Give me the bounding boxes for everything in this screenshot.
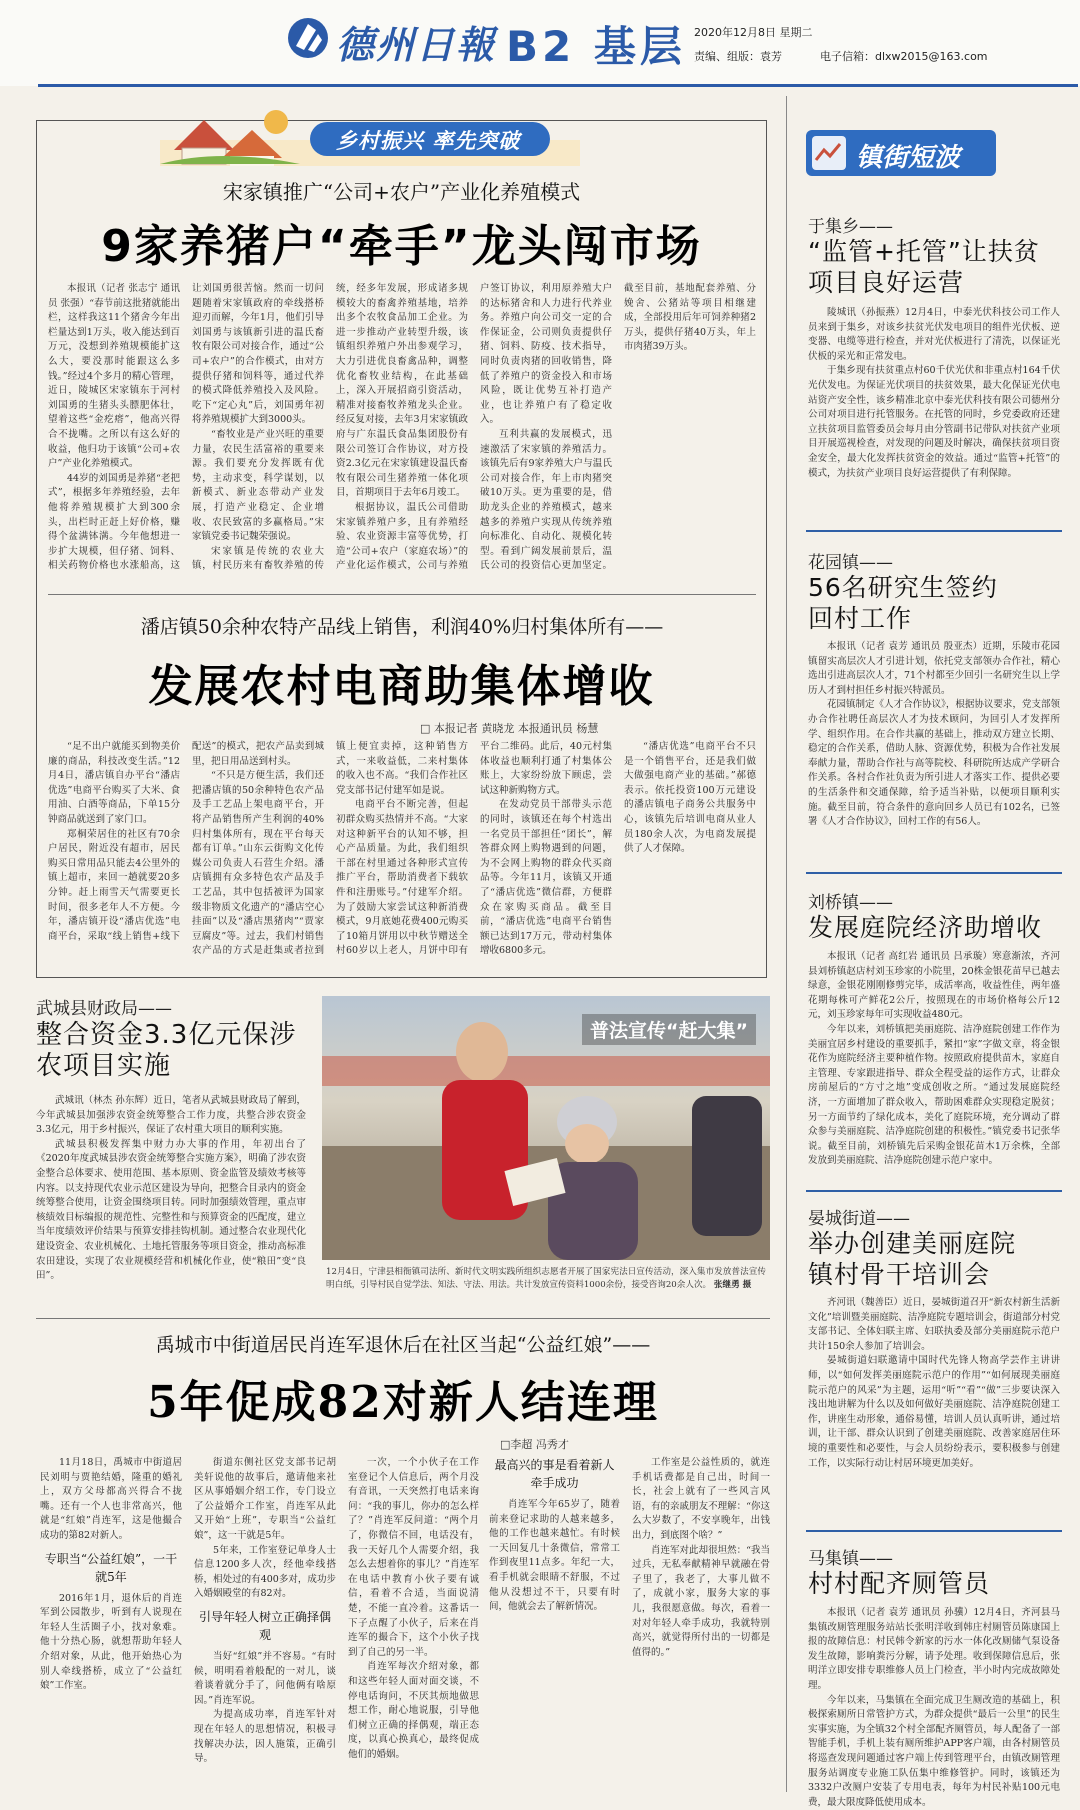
a3-place: 武城县财政局—— [36,999,172,1019]
masthead-rule [38,84,1078,87]
a3-paragraph: 武城讯（林杰 孙东辉）近日，笔者从武城县财政局了解到，今年武城县加强涉农资金统筹整合工作力度，共整合涉农资金3.3亿元，用于乡村振兴，保证了农村重大项目的顺利实施。 [36,1095,306,1136]
side-place: 晏城街道—— [808,1209,910,1229]
a2-paragraph: “潘店优选”电商平台不只是一个销售平台，还是我们做大做强电商产业的基础。”郝德表示。依托投资100万元建设的潘店镇电子商务公共服务中心，该镇先后培训电商从业人员180余人次，为电商发展提供了人才保障。 [624,741,756,855]
side-place: 花园镇—— [808,553,893,573]
a2-subhead: 潘店镇50余种农特产品线上销售，利润40%归村集体所有—— [140,616,664,638]
a1-paragraph: “畜牧业是产业兴旺的重要力量，农民生活富裕的重要来源。我们要充分发挥既有优势，主动求变，科学谋划，以新模式、新业态带动产业发展，打造产业稳定、企业增收、农民致富的多赢格局。”宋家镇党委书记魏荣强说。 [192,428,324,543]
a1-paragraph: 本报讯（记者 张志宁 通讯员 张强）“春节前这批猪就能出栏，这样我这11个猪舍今年出栏量达到1万头，收入能达到百万元，没想到养殖规模能扩这么大，要没那时能跟这么多钱。”经过4个多月的精心管理，近日，陵城区宋家镇东于河村刘国勇的生猪头头膘肥体壮，望着这些“金疙瘩”，他高兴得合不拢嘴。之所以有这么好的收益，他归功于该镇“公司+农户”产业化养殖模式。 [48,283,180,470]
a2-headline: 发展农村电商助集体增收 [148,661,655,712]
editor-credit: 责编、组版：袁芳 [694,50,782,63]
photo-credit: 张继勇 摄 [713,1280,752,1290]
a3-paragraph: 武城县积极发挥集中财力办大事的作用，年初出台了《2020年度武城县涉农资金统筹整合实施方案》，明确了涉农资金整合总体要求、使用范围、基本原则、资金监管及绩效考核等内容。以支持现代农业示范区建设为导向，把整合目录内的资金统筹整合使用，让资金围绕项目转。同时加强绩效管理，重点审核绩效目标编报的规范性、完整性和与预算资金的匹配度，建立当年度绩效评价结果与预算安排挂钩机制。通过整合农业现代化建设资金、农业机械化、土地托管服务等项目资金，推动高标准农田建设，实现了农业规模经营和机械化作业，使“粮田”变“良田”。 [36,1138,306,1282]
side-headline: 56名研究生签约回村工作 [808,573,998,633]
issue-date: 2020年12月8日 星期二 [694,26,813,39]
side-paragraph: 今年以来，刘桥镇把美丽庭院、洁净庭院创建工作作为美丽宜居乡村建设的重要抓手，紧扣“家”字做文章，将金银花作为庭院经济主要种植作物。按照政府提供苗木，家庭自主管理、专家跟进指导、群众全程受益的运作方式，让群众房前屋后的“方寸之地”变成创收之所。“通过发展庭院经济，一方面增加了群众收入，帮助困难群众实现稳定脱贫；另一方面节约了绿化成本，美化了庭院环境，充分调动了群众参与美丽庭院、洁净庭院创建的积极性。”镇党委书记张华说。截至目前，刘桥镇先后采购金银花苗木1万余株，全部发放到美丽庭院、洁净庭院创建示范户家中。 [808,1023,1060,1167]
a1-headline: 9家养猪户“牵手”龙头闯市场 [101,221,702,272]
a2-paragraph: 电商平台不断完善，但起初群众购买热情并不高。“大家对这种新平台的认知不够，担心产品质量。为此，我们组织干部在村里通过各种形式宣传推广平台，帮助消费者下载软件和注册账号。”付建军介绍。为了鼓励大家尝试这种新消费模式，9月底她花费400元购买了10箱月饼用以中秋节赠送全村60岁以上老人，月饼中印有平台二维码。此后，40元村集体收益也顺利打通了村集体公账上，大家纷纷放下顾虑，尝试这种新购物方式。 [336,741,612,957]
divider [806,1190,1062,1192]
a4-paragraph: 工作室是公益性质的，就连手机话费都是自己出，时间一长，社会上就有了一些风言风语，有的亲戚朋友不理解：“你这么大岁数了，不安享晚年，出钱出力，到底图个啥？” [632,1457,770,1541]
a2-paragraph: “足不出户就能买到物美价廉的商品，科技改变生活。”12月4日，潘店镇自办平台“潘店优选”电商平台购买了大米、食用油、白酒等商品，下单15分钟商品就送到了家门口。 [48,741,180,825]
side-headline: 村村配齐厕管员 [808,1569,991,1598]
a4-subheading-1: 专职当“公益红娘”，一干就5年 [44,1551,178,1584]
a4-col3 [348,1456,620,1792]
a1-paragraph: 互利共赢的发展模式，迅速激活了宋家镇的养殖活力。该镇先后有9家养殖大户与温氏公司对接合作，年上市肉猪突破10万头。更为重要的是，借助龙头企业的养殖模式，越来越多的养殖户实现从传统养殖向标准化、自动化、规模化转型。看到广阔发展前景后，温氏公司的投资信心更加坚定。截至目前，基地配套养殖、分娩舍、公猪站等项目相继建成，全部投用后年可饲养种猪2万头，提供仔猪40万头，年上市肉猪39万头。 [480,283,756,572]
divider [36,1318,770,1319]
side-paragraph: 齐河讯（魏善臣）近日，晏城街道召开“新农村新生活新文化”培训暨美丽庭院、洁净庭院专题培训会，街道部分村党支部书记、全体妇联主席、妇联执委及部分美丽庭院示范户共计150余人参加了培训会。 [808,1297,1060,1352]
side-body [808,1606,1060,1808]
a1-body [48,282,756,586]
masthead [0,0,1080,86]
editor-email: 电子信箱：dlxw2015@163.com [820,50,988,63]
a4-paragraph: 街道东侧社区党支部书记胡美轩说他的故事后，邀请他来社区从事婚姻介绍工作，专门设立了公益婚介工作室，肖连军从此又开始“上班”，专职当“公益红娘”，这一干就是5年。 [194,1457,336,1541]
side-place: 刘桥镇—— [808,893,893,913]
side-place: 马集镇—— [808,1549,893,1569]
a2-paragraph: “不只是方便生活，我们还把潘店镇的50余种特色农产品及手工艺品上架电商平台，开将产品销售所产生利润的40%归村集体所有，现在平台每天都有订单。”山东云街购文化传媒公司负责人石营生介绍。潘店镇拥有众多特色农产品及手工艺品，其中包括被评为国家级非物质文化遗产的“潘店空心挂面”以及“潘店黑猪肉”“贾家豆腐皮”等。过去，我们村销售农产品的方式是赶集或者拉到镇上便宜卖掉，这种销售方式，一来收益低，二来村集体的收入也不高。“我们合作社区党支部书记付建军如是说。 [192,741,468,957]
a2-paragraph: 郑桐荣居住的社区有70余户居民，附近没有超市，居民购买日常用品只能去4公里外的镇上超市，来回一趟就要20多分钟。赶上雨雪天气需要更长时间，很多老年人不方便。今年，潘店镇开设“潘店优选”电商平台，采取“线上销售+线下配送”的模式，把农产品卖到城里，把日用品送到村头。 [48,741,324,942]
a4-subheading-3: 最高兴的事是看着新人牵手成功 [494,1458,615,1490]
divider [806,872,1062,874]
a4-byline: □李超 冯秀才 [500,1438,569,1451]
a3-body [36,1094,306,1312]
a3-headline: 整合资金3.3亿元保涉农项目实施 [36,1020,297,1081]
side-paragraph: 本报讯（记者 高红岩 通讯员 吕承璇）寒意渐浓，齐河县刘桥镇赵店村刘玉珍家的小院里，20株金银花苗早已越去绿意，金银花刚刚修剪完毕，成活率高，收益性佳，两年盛花期每株可产鲜花2公斤，按照现在的市场价格每公斤12元，刘玉珍家每年可实现收益480元。 [808,951,1060,1021]
divider [48,594,756,595]
a4-paragraph: 11月18日，禹城市中街道居民刘明与贾艳结婚，隆重的婚礼上，双方父母都高兴得合不拢嘴。还有一个人也非常高兴，他就是“红娘”肖连军，这是他撮合成功的第82对新人。 [40,1457,182,1541]
a4-paragraph: 5年来，工作室登记单身人士信息1200多人次，经他牵线搭桥，相处过的有400多对，成功步入婚姻殿堂的有82对。 [194,1544,336,1600]
side-paragraph: 晏城街道妇联邀请中国时代先锋人物高学芸作主讲讲师，以“如何发挥美丽庭院示范户的作用”“如何展现美丽庭院示范户的风采”为主题，运用“听”“看”“做”三步要诀深入浅出地讲解为什么以及如何做好美丽庭院、洁净庭院创建工作，讲座生动形象，通俗易懂，培训人员认真听讲，通过培训，让干部、群众认识到了创建美丽庭院、改善家庭居住环境的重要性和必要性，与会人员纷纷表示，要积极参与创建工作，以实际行动让村居环境更加美好。 [808,1355,1060,1469]
divider [806,1530,1062,1532]
side-paragraph: 花园镇制定《人才合作协议》，根据协议要求，党支部领办合作社聘任高层次人才为技术顾问，为回引人才发挥所学、组织作用。在合作共赢的基础上，推动双方建立长期、稳定的合作关系，借助人脉、资源优势，积极为合作社发展奉献力量，帮助合作社与高等院校、科研院所达成产学研合作关系。各村合作社负责为所引进人才落实工作、提供必要的生活条件和交通保障，给予适当补贴，以便项目顺利实施。截至目前，符合条件的意向回乡人员已有102名，已签署《人才合作协议》，回村工作的有56人。 [808,699,1060,828]
banner-town-news [806,124,996,182]
banner-town-news-text: 镇街短波 [856,143,961,173]
a4-subhead: 禹城市中街道居民肖连军退休后在社区当起“公益红娘”—— [155,1334,651,1356]
paper-name: 德州日報 [336,22,497,67]
a4-subheading-2: 引导年轻人树立正确择偶观 [198,1609,331,1642]
side-headline: 举办创建美丽庭院镇村骨干培训会 [808,1229,1017,1289]
a2-body [48,740,756,968]
a1-paragraph: 根据协议，温氏公司借助宋家镇养殖户多，且有养殖经验、农业资源丰富等优势，打造“公司+农户（家庭农场）”的产业化运作模式，公司与养殖户签订协议，利用原养殖大户的达标猪舍和人力进行代养业务。养殖户向公司交一定的合作保证金，公司则负责提供仔猪、饲料、防疫、技术指导，同时负责肉猪的回收销售，降低了养殖户的资金投入和市场风险，既让优势互补打造产业，也让养殖户有了稳定收入。 [336,283,612,572]
a4-paragraph: 为提高成功率，肖连军针对现在年轻人的思想情况，积极寻找解决办法，因人施策，正确引导。 [194,1709,336,1765]
column-divider [786,96,787,1792]
page-number: B2 基层 [506,22,686,71]
a4-paragraph: 一次，一个小伙子在工作室登记个人信息后，两个月没有音讯，一天突然打电话来询问：“我的事儿，你办的怎么样了？”肖连军反问道：“两个月了，你微信不回，电话没有，我一天好几个人需要介绍，我怎么去想着你的事儿？”肖连军在电话中教育小伙子要有诚信，看着不合适，当面说清楚，不能一直冷着。这番话一下子点醒了小伙子，后来在肖连军的撮合下，这个小伙子找到了自己的另一半。 [348,1457,479,1658]
a4-paragraph: 肖连军今年65岁了，随着前来登记求助的人越来越多，他的工作也越来越忙。有时候一天回复几十条微信，常常工作到夜里11点多。年纪一大，看手机就会眼睛不舒服，不过他从没想过不干，只要有时间，他就会去了解新情况。 [489,1499,620,1613]
side-headline: “监管+托管”让扶贫项目良好运营 [808,237,1040,297]
a2-byline: □ 本报记者 黄晓龙 本报通讯员 杨慧 [420,722,599,735]
banner-rural-revival-text: 乡村振兴 率先突破 [336,129,521,153]
a2-paragraph: 在发动党员干部带头示范的同时，该镇还在每个村选出一名党员干部担任“团长”，解答群众网上购物遇到的问题，为不会网上购物的群众代买商品等。今年11月，该镇又开通了“潘店优选”微信群，方便群众在家购买商品。截至目前，“潘店优选”电商平台销售额已达到17万元，带动村集体增收6800多元。 [480,799,612,957]
paper-logo-icon [286,16,330,60]
a4-paragraph: 肖连军对此却很坦然：“我当过兵，无私奉献精神早就融在骨子里了，我老了，大事儿做不了，成就小家，服务大家的事儿，我很愿意做。每次，看着一对对年轻人牵手成功，我就特别高兴，就觉得所付出的一切都是值得的。” [632,1544,770,1658]
side-paragraph: 陵城讯（孙振燕）12月4日，中泰光伏科技公司工作人员来到于集乡，对该乡扶贫光伏发电项目的组件光伏板、逆变器、电缆等进行检查，并对光伏板进行了清洗，以保证光伏板的采光和正常发电。 [808,307,1060,362]
news-photo [322,996,770,1260]
side-place: 于集乡—— [808,217,893,237]
side-paragraph: 今年以来，马集镇在全面完成卫生厕改造的基础上，积极探索厕所日常管护方式，为群众提供“最后一公里”的民生实事实施，为全镇32个村全部配齐厕管员，每人配备了一部智能手机，手机上装有厕所维护APP客户端，由各村厕管员将巡查发现问题通过客户端上传到管理平台，由镇改厕管理服务站调度专业施工队伍集中维修管护。同时，该镇还为3332户改厕户安装了专用电表，每年为村民补贴100元电费，最大限度降低使用成本。 [808,1694,1060,1808]
side-paragraph: 本报讯（记者 袁芳 通讯员 殷亚杰）近期，乐陵市花园镇留实高层次人才引进计划，依托党支部领办合作社，精心选出引进高层次人才，71个村都至少回引一名研究生以上学历人才到村担任乡村振兴特派员。 [808,641,1060,696]
side-body [808,640,1060,862]
a4-col2 [194,1456,336,1792]
photo-caption [326,1266,766,1292]
a4-paragraph: 肖连军每次介绍对象，都和这些年轻人面对面交谈，不停电话询问，不厌其烦地做思想工作，耐心地说服，引导他们树立正确的择偶观，端正态度，以真心换真心，最终促成他们的婚姻。 [348,1661,479,1760]
side-paragraph: 于集乡现有扶贫重点村60千伏光伏和非重点村164千伏光伏发电。为保证光伏项目的扶贫效果，最大化保证光伏电站资产安全性，该乡精准北京中泰光伏科技有限公司德州分公司对项目进行托管服务。在托管的同时，乡党委政府还建立扶贫项目监管委员会每月由分管副书记带队对扶贫产业项目开展巡视检查，对发现的问题及时解决，确保扶贫项目资金安全，最大化发挥扶贫资金的效益。通过“监管+托管”的模式，为扶贫产业项目良好运营提供了有利保障。 [808,365,1060,479]
divider [806,530,1062,532]
side-body [808,1296,1060,1522]
a4-col4 [632,1456,770,1792]
a1-subhead: 宋家镇推广“公司+农户”产业化养殖模式 [222,180,581,204]
photo-tag: 普法宣传“赶大集” [582,1014,756,1045]
a4-paragraph: 当好“红娘”并不容易。“有时候，明明看着般配的一对儿，谈着谈着就分手了，问他俩有啥原因。”肖连军说。 [194,1650,336,1706]
a4-headline: 5年促成82对新人结连理 [147,1377,659,1428]
a4-paragraph: 2016年1月，退休后的肖连军到公园散步，听到有人说现在年轻人生活圈子小，找对象难。他十分热心肠，就想帮助年轻人介绍对象，从此，他开始热心为别人牵线搭桥，成立了“公益红娘”工作室。 [40,1592,182,1692]
photo-caption-text: 12月4日，宁津县相衙镇司法所、新时代文明实践所组织志愿者开展了国家宪法日宣传活动，深入集市发放普法宣传明白纸，引导村民自觉学法、知法、守法、用法。共计发放宣传资料1000余份，接受咨询20余人次。 [326,1267,766,1290]
banner-rural-revival [160,100,580,166]
a1-paragraph: 宋家镇是传统的农业大镇，村民历来有畜牧养殖的传统，经多年发展，形成诸多规模较大的畜禽养殖基地，培养出多个农牧食品加工企业。为进一步推动产业转型升级，该镇组织养殖户外出参观学习，大力引进优良畜禽品种，调整优化畜牧业结构，在此基础上，深入开展招商引资活动，精准对接畜牧养殖龙头企业。经反复对接，去年3月宋家镇政府与广东温氏食品集团股份有限公司签订合作协议，对方投资2.3亿元在宋家镇建设温氏畜牧有限公司生猪养殖一体化项目，首期项目于去年6月竣工。 [192,283,468,572]
side-body [808,306,1060,520]
side-body [808,950,1060,1182]
a1-paragraph: 44岁的刘国勇是养猪“老把式”，根据多年养殖经验，去年他将养殖规模扩大到300余头，出栏时正赶上好价格，赚得个盆满钵满。今年他想进一步扩大规模，但仔猪、饲料、相关药物价格也水涨船高，这让刘国勇很苦恼。然而一切问题随着宋家镇政府的牵线搭桥迎刃而解，今年1月，他们引导刘国勇与该镇新引进的温氏畜牧有限公司对接合作，通过“公司+农户”的合作模式，由对方提供仔猪和饲料等，通过代养的模式降低养殖投入及风险。吃下“定心丸”后，刘国勇年初将养殖规模扩大到3000头。 [48,283,324,572]
side-headline: 发展庭院经济助增收 [808,913,1043,942]
side-paragraph: 本报讯（记者 袁芳 通讯员 孙骥）12月4日，齐河县马集镇改厕管理服务站站长张明洋收到韩庄村厕管员陈康国上报的故障信息：村民韩令新家的污水一体化改厕储气泵设备发生故障，影响粪污分解，请予处理。收到保障信息后，张明洋立即安排专职维修人员上门检查，半小时内完成故障处理。 [808,1607,1060,1691]
a4-col1 [40,1456,182,1792]
